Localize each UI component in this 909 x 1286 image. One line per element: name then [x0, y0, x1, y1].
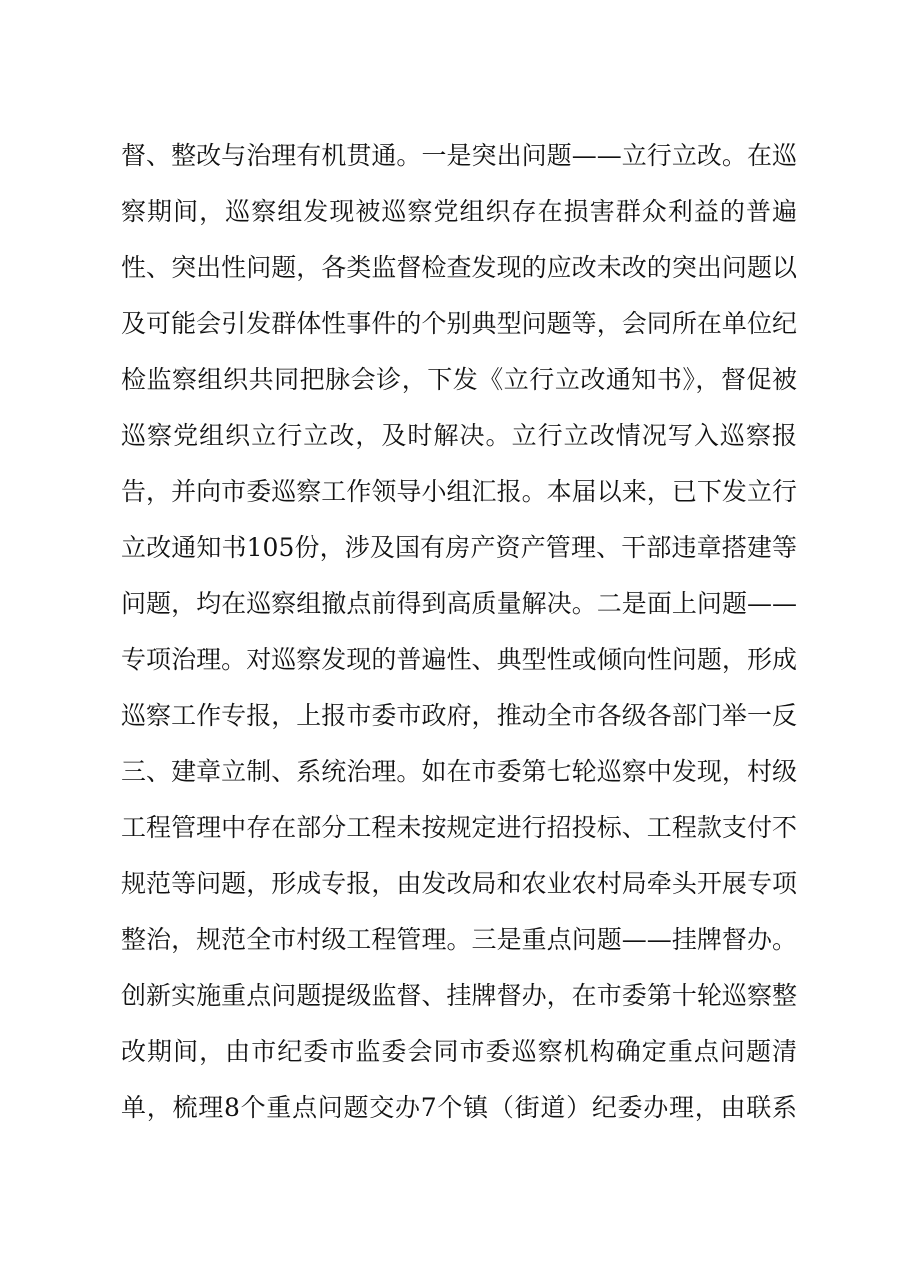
- paragraph-line: 告，并向市委巡察工作领导小组汇报。本届以来，已下发立行: [121, 477, 797, 506]
- paragraph-line: 整治，规范全市村级工程管理。三是重点问题——挂牌督办。: [121, 925, 797, 954]
- paragraph-line: 检监察组织共同把脉会诊，下发《立行立改通知书》，督促被: [121, 365, 797, 394]
- paragraph-line: 专项治理。对巡察发现的普遍性、典型性或倾向性问题，形成: [121, 645, 797, 674]
- paragraph-line: 规范等问题，形成专报，由发改局和农业农村局牵头开展专项: [121, 869, 797, 898]
- paragraph-line: 及可能会引发群体性事件的个别典型问题等，会同所在单位纪: [121, 309, 797, 338]
- paragraph-line: 改期间，由市纪委市监委会同市委巡察机构确定重点问题清: [121, 1037, 797, 1066]
- paragraph-line: 巡察工作专报，上报市委市政府，推动全市各级各部门举一反: [121, 701, 797, 730]
- paragraph-line: 督、整改与治理有机贯通。一是突出问题——立行立改。在巡: [121, 141, 797, 170]
- paragraph-line: 工程管理中存在部分工程未按规定进行招投标、工程款支付不: [121, 813, 797, 842]
- paragraph-line: 巡察党组织立行立改，及时解决。立行立改情况写入巡察报: [121, 421, 797, 450]
- paragraph-line: 察期间，巡察组发现被巡察党组织存在损害群众利益的普遍: [121, 197, 797, 226]
- paragraph-line: 性、突出性问题，各类监督检查发现的应改未改的突出问题以: [121, 253, 797, 282]
- paragraph-line: 立改通知书105份，涉及国有房产资产管理、干部违章搭建等: [121, 533, 797, 562]
- paragraph-line: 三、建章立制、系统治理。如在市委第七轮巡察中发现，村级: [121, 757, 797, 786]
- paragraph-line: 问题，均在巡察组撤点前得到高质量解决。二是面上问题——: [121, 589, 797, 618]
- paragraph-line: 创新实施重点问题提级监督、挂牌督办，在市委第十轮巡察整: [121, 981, 797, 1010]
- paragraph-line: 单，梳理8个重点问题交办7个镇（街道）纪委办理，由联系: [121, 1093, 797, 1122]
